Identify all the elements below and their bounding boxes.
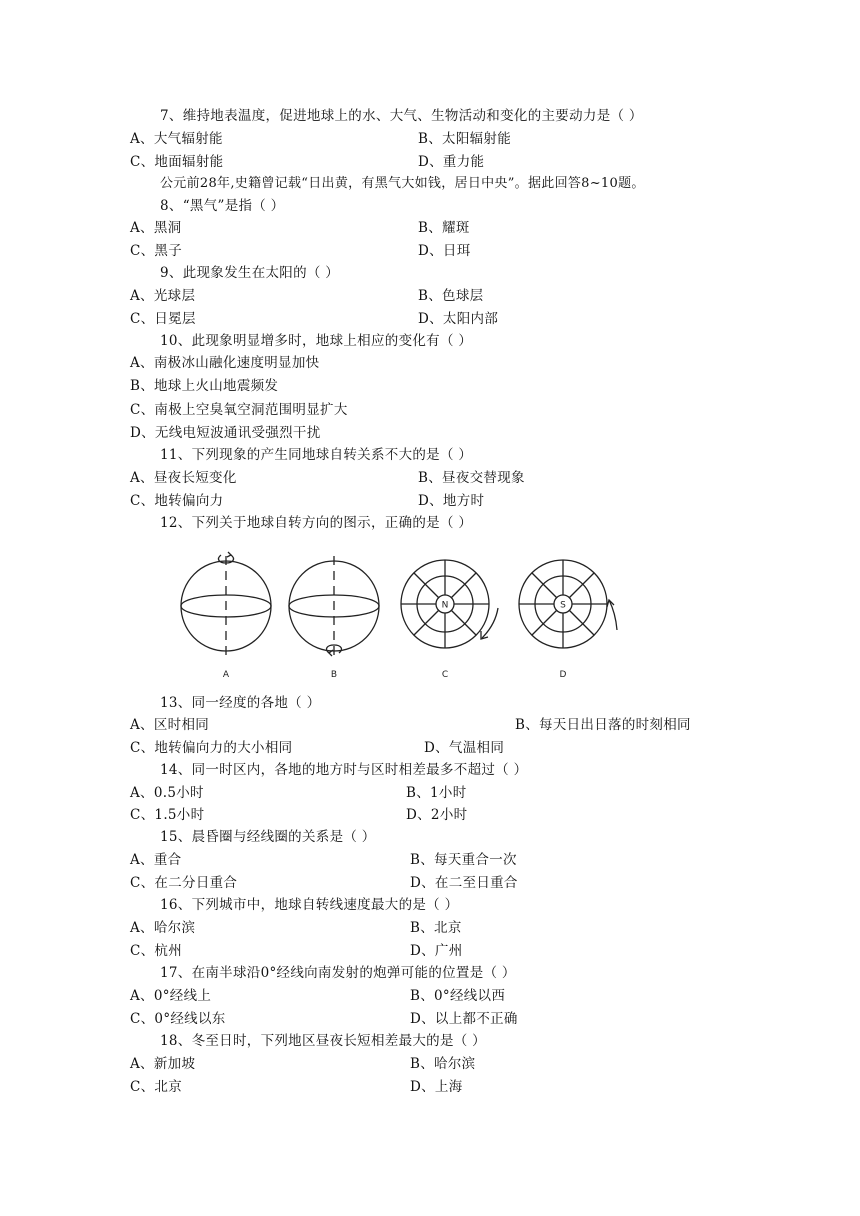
option-10a: A、南极冰山融化速度明显加快 — [130, 355, 320, 371]
option-13b: B、每天日出日落的时刻相同 — [515, 717, 691, 733]
question-15: 15、晨昏圈与经线圈的关系是（ ） — [160, 829, 376, 845]
option-15c: C、在二分日重合 — [130, 875, 238, 891]
question-9: 9、此现象发生在太阳的（ ） — [160, 265, 340, 281]
question-7: 7、维持地表温度，促进地球上的水、大气、生物活动和变化的主要动力是（ ） — [160, 108, 643, 124]
option-14c: C、1.5小时 — [130, 807, 205, 823]
globe-a-diagram — [181, 552, 271, 656]
option-14b: B、1小时 — [406, 785, 467, 801]
option-9a: A、光球层 — [130, 288, 196, 304]
question-12: 12、下列关于地球自转方向的图示，正确的是（ ） — [160, 515, 473, 531]
option-18a: A、新加坡 — [130, 1056, 196, 1072]
option-7c: C、地面辐射能 — [130, 154, 224, 170]
option-18b: B、哈尔滨 — [410, 1056, 476, 1072]
option-14a: A、0.5小时 — [130, 785, 204, 801]
question-17: 17、在南半球沿0°经线向南发射的炮弹可能的位置是（ ） — [160, 965, 516, 981]
option-11a: A、昼夜长短变化 — [130, 470, 237, 486]
figure-label-b: B — [330, 670, 338, 680]
question-13: 13、同一经度的各地（ ） — [160, 695, 321, 711]
option-10d: D、无线电短波通讯受强烈干扰 — [130, 425, 321, 441]
option-16a: A、哈尔滨 — [130, 920, 196, 936]
option-8c: C、黑子 — [130, 243, 183, 259]
question-16: 16、下列城市中，地球自转线速度最大的是（ ） — [160, 897, 459, 913]
figure-label-a: A — [222, 670, 230, 680]
polar-view-d-diagram — [519, 560, 617, 648]
option-14d: D、2小时 — [406, 807, 468, 823]
option-11d: D、地方时 — [418, 493, 485, 509]
arrowhead-icon — [227, 552, 231, 557]
option-18c: C、北京 — [130, 1079, 183, 1095]
question-14: 14、同一时区内，各地的地方时与区时相差最多不超过（ ） — [160, 762, 528, 778]
option-11b: B、昼夜交替现象 — [418, 470, 525, 486]
question-10: 10、此现象明显增多时，地球上相应的变化有（ ） — [160, 333, 473, 349]
option-7a: A、大气辐射能 — [130, 131, 223, 147]
option-17d: D、以上都不正确 — [410, 1011, 518, 1027]
figure-label-c: C — [441, 670, 449, 680]
option-8b: B、耀斑 — [418, 220, 470, 236]
option-15d: D、在二至日重合 — [410, 875, 518, 891]
option-9b: B、色球层 — [418, 288, 484, 304]
option-17a: A、0°经线上 — [130, 988, 212, 1004]
option-7d: D、重力能 — [418, 154, 485, 170]
option-11c: C、地转偏向力 — [130, 493, 224, 509]
option-8a: A、黑洞 — [130, 220, 182, 236]
option-18d: D、上海 — [410, 1079, 463, 1095]
option-17c: C、0°经线以东 — [130, 1011, 226, 1027]
question-18: 18、冬至日时，下列地区昼夜长短相差最大的是（ ） — [160, 1033, 486, 1049]
option-15b: B、每天重合一次 — [410, 852, 517, 868]
option-15a: A、重合 — [130, 852, 182, 868]
option-8d: D、日珥 — [418, 243, 471, 259]
globe-b-diagram — [289, 556, 379, 656]
option-16b: B、北京 — [410, 920, 462, 936]
pole-label-s: S — [560, 600, 566, 611]
option-9c: C、日冕层 — [130, 311, 196, 327]
option-13c: C、地转偏向力的大小相同 — [130, 740, 293, 756]
option-13a: A、区时相同 — [130, 717, 210, 733]
option-10b: B、地球上火山地震频发 — [130, 378, 279, 394]
rotation-direction-figure — [170, 548, 630, 688]
question-11: 11、下列现象的产生同地球自转关系不大的是（ ） — [160, 447, 473, 463]
figure-label-d: D — [559, 670, 567, 680]
option-16d: D、广州 — [410, 943, 463, 959]
option-10c: C、南极上空臭氧空洞范围明显扩大 — [130, 402, 348, 418]
polar-view-c-diagram — [401, 560, 498, 648]
reading-intro: 公元前28年,史籍曾记载“日出黄，有黑气大如钱，居日中央”。据此回答8~10题。 — [160, 176, 645, 191]
question-8: 8、“黑气”是指（ ） — [160, 198, 285, 214]
option-17b: B、0°经线以西 — [410, 988, 506, 1004]
option-7b: B、太阳辐射能 — [418, 131, 512, 147]
option-9d: D、太阳内部 — [418, 311, 499, 327]
option-16c: C、杭州 — [130, 943, 183, 959]
pole-label-n: N — [441, 600, 449, 611]
option-13d: D、气温相同 — [424, 740, 505, 756]
